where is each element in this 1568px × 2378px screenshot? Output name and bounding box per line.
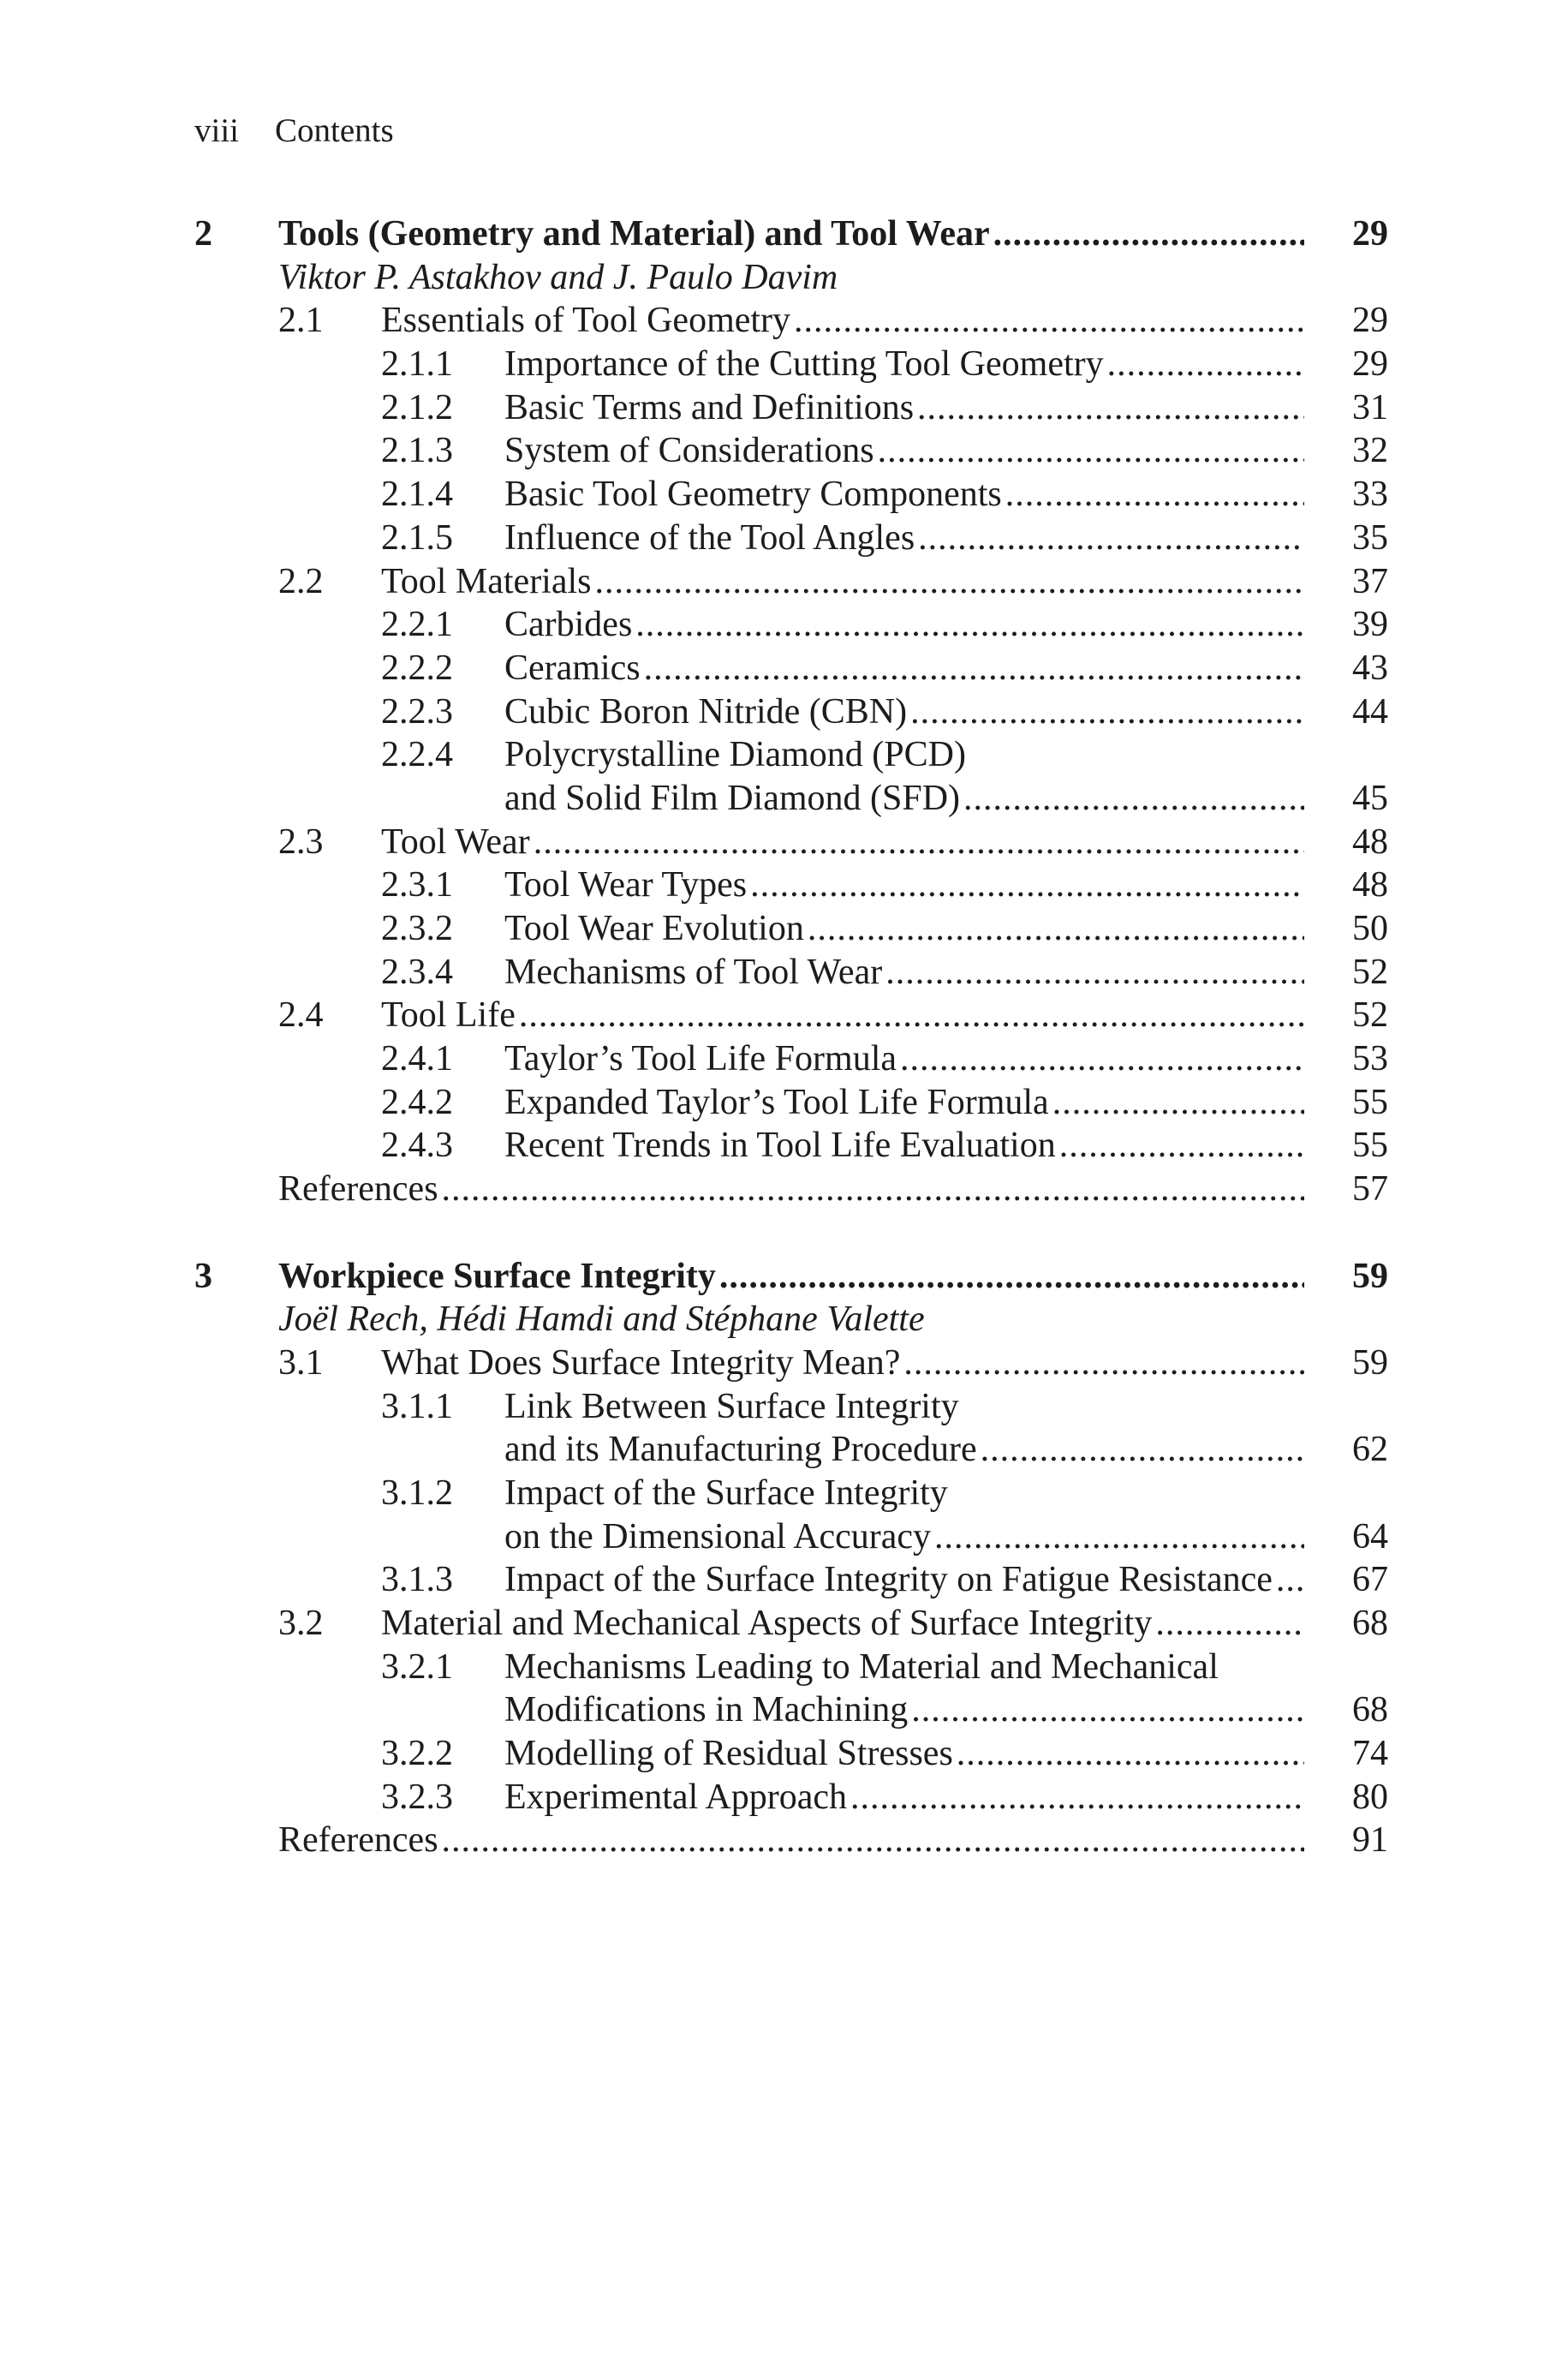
dot-leader [1276, 1558, 1304, 1602]
dot-leader [850, 1776, 1304, 1819]
entry-title: Influence of the Tool Angles [504, 517, 915, 558]
chapter-title-line [278, 212, 1311, 256]
dot-leader [911, 1688, 1304, 1732]
entry-title-line [504, 777, 1311, 821]
entry-page-number: 59 [1352, 1342, 1388, 1383]
entry-title-line [278, 1819, 1311, 1862]
entry-title: Cubic Boron Nitride (CBN) [504, 691, 908, 732]
subsection-entry[interactable] [194, 1385, 1388, 1429]
entry-page-number: 52 [1352, 952, 1388, 992]
entry-number: 2.4.1 [381, 1039, 453, 1079]
header-page-number: viii [194, 112, 240, 149]
subsection-entry[interactable] [194, 1472, 1388, 1515]
dot-leader [1005, 473, 1304, 517]
entry-title: System of Considerations [504, 431, 874, 471]
dot-leader [963, 777, 1304, 821]
entry-title: Mechanisms Leading to Material and Mechanical [504, 1646, 1219, 1687]
entry-title: Impact of the Surface Integrity on Fatigue Resistance [504, 1560, 1273, 1600]
entry-page-number: 29 [1352, 301, 1388, 341]
entry-title: Experimental Approach [504, 1777, 848, 1817]
header-title: Contents [275, 112, 394, 149]
entry-page-number: 29 [1352, 344, 1388, 385]
entry-page-number: 91 [1352, 1820, 1388, 1861]
entry-page-number: 32 [1352, 431, 1388, 471]
entry-title: Tool Wear Types [504, 865, 748, 905]
entry-number: 3.2.2 [381, 1734, 453, 1774]
subsection-entry[interactable] [194, 1515, 1388, 1559]
entry-title-line [504, 1732, 1311, 1776]
chapter-authors: Joël Rech, Hédi Hamdi and Stéphane Valette [278, 1300, 925, 1340]
entry-page-number: 33 [1352, 475, 1388, 515]
entry-title-line [504, 1688, 1311, 1732]
entry-title-line [504, 1515, 1311, 1559]
entry-title-line [504, 603, 1311, 647]
entry-title: Importance of the Cutting Tool Geometry [504, 344, 1104, 385]
chapter-heading[interactable] [194, 212, 1388, 256]
entry-page-number: 68 [1352, 1690, 1388, 1730]
entry-number: 3.1.3 [381, 1560, 453, 1600]
dot-leader [957, 1732, 1304, 1776]
dot-leader [1059, 1124, 1304, 1168]
section-entry[interactable] [194, 299, 1388, 343]
dot-leader [534, 821, 1304, 864]
entry-page-number: 37 [1352, 561, 1388, 601]
entry-title: References [278, 1169, 438, 1210]
entry-title-line [381, 560, 1311, 604]
entry-title: Material and Mechanical Aspects of Surface Integrity [381, 1604, 1153, 1643]
entry-number: 2.3.1 [381, 865, 453, 905]
entry-page-number: 50 [1352, 909, 1388, 948]
subsection-entry[interactable] [194, 603, 1388, 647]
entry-title: Modifications in Machining [504, 1690, 909, 1730]
chapter-number: 2 [194, 214, 212, 254]
subsection-entry[interactable] [194, 1646, 1388, 1689]
entry-title-line [504, 907, 1311, 951]
section-entry[interactable] [194, 1341, 1388, 1385]
entry-page-number: 67 [1352, 1560, 1388, 1600]
entry-page-number: 62 [1352, 1430, 1388, 1470]
dot-leader [934, 1515, 1304, 1559]
entry-title: Basic Tool Geometry Components [504, 475, 1002, 515]
chapter-page-number: 29 [1352, 214, 1388, 254]
entry-number: 3.1 [278, 1342, 324, 1383]
subsection-entry[interactable] [194, 1776, 1388, 1819]
section-entry[interactable] [194, 560, 1388, 604]
chapter-gap [194, 1211, 1388, 1255]
chapter-title-line [278, 1255, 1311, 1299]
entry-title: Taylor’s Tool Life Formula [504, 1039, 897, 1079]
entry-title-line [278, 1168, 1311, 1211]
entry-number: 2.2.3 [381, 691, 453, 732]
entry-page-number: 48 [1352, 822, 1388, 862]
dot-leader [918, 517, 1304, 560]
dot-leader [878, 429, 1304, 473]
subsection-entry[interactable] [194, 1558, 1388, 1602]
entry-number: 3.2 [278, 1604, 324, 1643]
entry-page-number: 35 [1352, 517, 1388, 558]
entry-title: Carbides [504, 605, 633, 645]
subsection-entry[interactable] [194, 690, 1388, 734]
entry-title-line [504, 690, 1311, 734]
dot-leader [635, 603, 1304, 647]
entry-number: 2.1.1 [381, 344, 453, 385]
dot-leader [1107, 343, 1304, 386]
dot-leader [910, 690, 1304, 734]
entry-title: Ceramics [504, 648, 641, 688]
dot-leader [981, 1428, 1304, 1472]
entry-number: 3.2.1 [381, 1646, 453, 1687]
dot-leader [900, 1037, 1304, 1081]
entry-title: Essentials of Tool Geometry [381, 301, 791, 341]
references-entry[interactable] [194, 1819, 1388, 1862]
entry-title: and Solid Film Diamond (SFD) [504, 778, 961, 818]
subsection-entry[interactable] [194, 1037, 1388, 1081]
entry-page-number: 52 [1352, 995, 1388, 1036]
entry-number: 2.4 [278, 995, 324, 1036]
dot-leader [993, 212, 1304, 256]
entry-title: Mechanisms of Tool Wear [504, 952, 883, 992]
entry-page-number: 31 [1352, 387, 1388, 427]
subsection-entry[interactable] [194, 863, 1388, 907]
entry-page-number: 53 [1352, 1039, 1388, 1079]
dot-leader [885, 951, 1304, 995]
entry-page-number: 64 [1352, 1516, 1388, 1556]
entry-title-line [504, 473, 1311, 517]
entry-number: 2.3.2 [381, 909, 453, 948]
entry-title: Tool Wear [381, 822, 530, 862]
entry-title: Basic Terms and Definitions [504, 387, 915, 427]
entry-page-number: 55 [1352, 1126, 1388, 1166]
entry-title-line [504, 1776, 1311, 1819]
entry-title-line [504, 429, 1311, 473]
subsection-entry[interactable] [194, 1428, 1388, 1472]
dot-leader [917, 386, 1304, 430]
subsection-entry[interactable] [194, 951, 1388, 995]
entry-number: 3.1.1 [381, 1386, 453, 1426]
subsection-entry[interactable] [194, 429, 1388, 473]
subsection-entry[interactable] [194, 517, 1388, 560]
entry-title-line [504, 1081, 1311, 1125]
entry-title: Recent Trends in Tool Life Evaluation [504, 1126, 1056, 1166]
entry-page-number: 68 [1352, 1604, 1388, 1643]
section-entry[interactable] [194, 994, 1388, 1037]
entry-number: 2.1 [278, 301, 324, 341]
entry-title: Link Between Surface Integrity [504, 1386, 959, 1426]
subsection-entry[interactable] [194, 1081, 1388, 1125]
entry-title: Expanded Taylor’s Tool Life Formula [504, 1082, 1049, 1122]
dot-leader [442, 1168, 1304, 1211]
entry-title-line [504, 1428, 1311, 1472]
entry-number: 3.1.2 [381, 1473, 453, 1513]
dot-leader [519, 994, 1304, 1037]
entry-title: What Does Surface Integrity Mean? [381, 1342, 901, 1383]
entry-page-number: 48 [1352, 865, 1388, 905]
entry-page-number: 43 [1352, 648, 1388, 688]
chapter-authors-row [194, 1298, 1388, 1341]
subsection-entry[interactable] [194, 386, 1388, 430]
dot-leader [808, 907, 1304, 951]
dot-leader [1052, 1081, 1304, 1125]
entry-title-line [504, 1558, 1311, 1602]
section-entry[interactable] [194, 1602, 1388, 1646]
entry-title-line [381, 1602, 1311, 1646]
subsection-entry[interactable] [194, 777, 1388, 821]
entry-page-number: 80 [1352, 1777, 1388, 1817]
subsection-entry[interactable] [194, 907, 1388, 951]
entry-number: 3.2.3 [381, 1777, 453, 1817]
entry-title: Modelling of Residual Stresses [504, 1734, 953, 1774]
entry-title-line [381, 994, 1311, 1037]
entry-number: 2.1.4 [381, 475, 453, 515]
chapter-number: 3 [194, 1256, 212, 1296]
entry-title-line [504, 517, 1311, 560]
section-entry[interactable] [194, 821, 1388, 864]
dot-leader [595, 560, 1305, 604]
entry-number: 2.3 [278, 822, 324, 862]
subsection-entry[interactable] [194, 1732, 1388, 1776]
entry-number: 2.3.4 [381, 952, 453, 992]
subsection-entry[interactable] [194, 647, 1388, 690]
entry-number: 2.4.2 [381, 1082, 453, 1122]
subsection-entry[interactable] [194, 1124, 1388, 1168]
entry-page-number: 74 [1352, 1734, 1388, 1774]
entry-title-line [381, 821, 1311, 864]
entry-title: Polycrystalline Diamond (PCD) [504, 735, 966, 775]
table-of-contents [194, 212, 1388, 1862]
entry-page-number: 55 [1352, 1082, 1388, 1122]
subsection-entry[interactable] [194, 473, 1388, 517]
entry-title-line [504, 343, 1311, 386]
entry-title-line [504, 647, 1311, 690]
dot-leader [442, 1819, 1304, 1862]
entry-title: and its Manufacturing Procedure [504, 1430, 977, 1470]
entry-title: Tool Wear Evolution [504, 909, 804, 948]
entry-number: 2.1.3 [381, 431, 453, 471]
chapter-title: Tools (Geometry and Material) and Tool Wear [278, 214, 990, 254]
entry-page-number: 39 [1352, 605, 1388, 645]
entry-number: 2.1.5 [381, 517, 453, 558]
dot-leader [719, 1255, 1304, 1299]
entry-number: 2.2.1 [381, 605, 453, 645]
entry-title-line [504, 951, 1311, 995]
entry-page-number: 57 [1352, 1169, 1388, 1210]
dot-leader [750, 863, 1304, 907]
entry-page-number: 45 [1352, 778, 1388, 818]
entry-title-line [381, 1341, 1311, 1385]
entry-title-line [504, 386, 1311, 430]
entry-page-number: 44 [1352, 691, 1388, 732]
dot-leader [794, 299, 1304, 343]
subsection-entry[interactable] [194, 343, 1388, 386]
entry-title-line [504, 863, 1311, 907]
chapter-title: Workpiece Surface Integrity [278, 1256, 716, 1296]
entry-number: 2.2 [278, 561, 324, 601]
entry-number: 2.1.2 [381, 387, 453, 427]
chapter-authors-row [194, 256, 1388, 300]
chapter-authors: Viktor P. Astakhov and J. Paulo Davim [278, 257, 838, 297]
entry-title: on the Dimensional Accuracy [504, 1516, 932, 1556]
dot-leader [644, 647, 1304, 690]
entry-title: Impact of the Surface Integrity [504, 1473, 948, 1513]
entry-title: Tool Life [381, 995, 516, 1036]
dot-leader [903, 1341, 1304, 1385]
entry-number: 2.4.3 [381, 1126, 453, 1166]
running-header [194, 110, 394, 152]
entry-title: Tool Materials [381, 561, 592, 601]
entry-title-line [504, 1037, 1311, 1081]
entry-number: 2.2.2 [381, 648, 453, 688]
chapter-heading[interactable] [194, 1255, 1388, 1299]
subsection-entry[interactable] [194, 733, 1388, 777]
subsection-entry[interactable] [194, 1688, 1388, 1732]
dot-leader [1155, 1602, 1304, 1646]
entry-title: References [278, 1820, 438, 1861]
entry-number: 2.2.4 [381, 735, 453, 775]
entry-title-line [381, 299, 1311, 343]
chapter-page-number: 59 [1352, 1256, 1388, 1296]
references-entry[interactable] [194, 1168, 1388, 1211]
entry-title-line [504, 1124, 1311, 1168]
